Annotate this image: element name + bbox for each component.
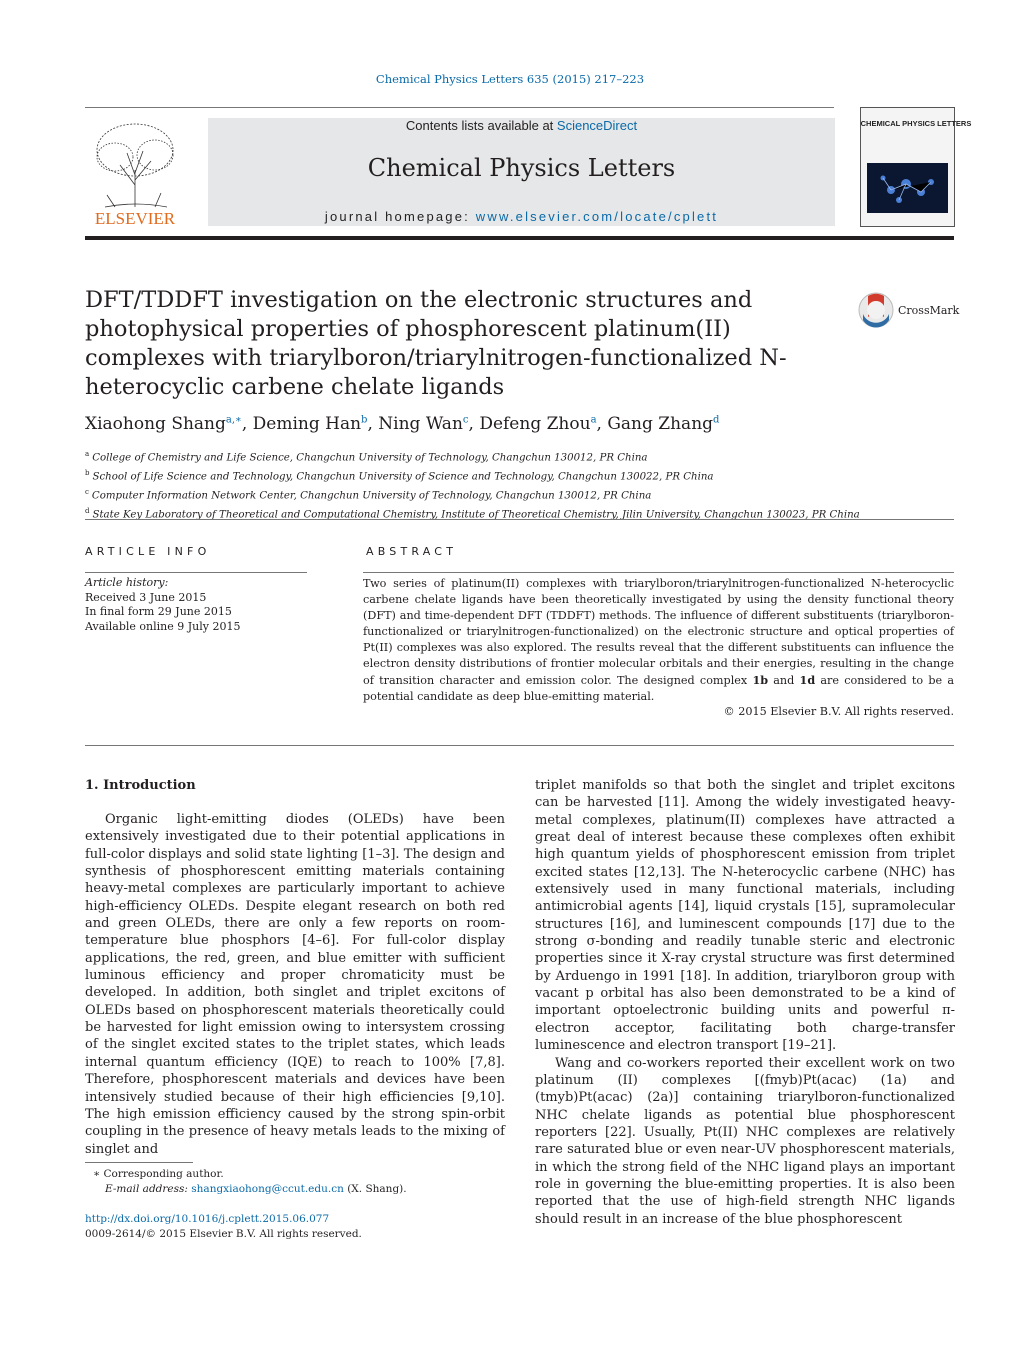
corresponding-author-footnote — [85, 1167, 505, 1197]
email-label: E-mail address: — [105, 1183, 192, 1195]
header-thick-rule — [85, 236, 954, 240]
contents-line — [208, 118, 835, 133]
compound-label: 1d — [799, 673, 816, 687]
author-name: Defeng Zhou — [479, 414, 591, 434]
cover-art — [860, 108, 972, 226]
crossmark-label: CrossMark — [898, 304, 960, 317]
article-info-rule — [85, 572, 307, 573]
doi-block — [85, 1212, 505, 1242]
author-name: Deming Han — [252, 414, 362, 434]
intro-paragraph: Organic light-emitting diodes (OLEDs) have been extensively investigated due to their potential applications in full-color displays and solid state lighting [1–3]. The design and synthesis of phosphorescent emitting materials containing heavy-metal complexes are particularly important to achieve high-efficiency OLEDs. Despite elegant research on both red and green OLEDs, there are only a few reports on room-temperature blue phosphors [4–6]. For full-color display applications, the red, green, and blue emitter with sufficient luminous efficiency and proper chromaticity must be developed. In addition, both singlet and triplet excitons of OLEDs based on phosphorescent materials theoretically could be harvested for light emission owing to intersystem crossing of the singlet excited states to the triplet states, which leads internal quantum efficiency (IQE) to reach to 100% [7,8]. Therefore, phosphorescent materials and devices have been intensively studied because of their high efficiencies [9,10]. The high emission efficiency caused by the strong spin-orbit coupling in the presence of heavy metals leads to the mixing of singlet and — [85, 812, 505, 1157]
affiliation-item — [85, 466, 954, 485]
author-name: Ning Wan — [378, 414, 463, 434]
email-owner: (X. Shang). — [343, 1183, 407, 1195]
abstract-text-2: are considered to be a potential candidate as deep blue-emitting material. — [363, 674, 954, 703]
intro-paragraph: triplet manifolds so that both the singlet and triplet excitons can be harvested [11]. Among the widely investigated heavy-metal complexes, platinum(II) complexes have attracted a great deal of interest because these complexes often exhibit high quantum yields of phosphorescent emission from triplet excited states [12,13]. The N-heterocyclic carbene (NHC) has extensively used in many functional materials, including antimicrobial agents [14], liquid crystals [15], supramolecular structures [16], and luminescent compounds [17] due to the strong σ-bonding and readily tunable steric and electronic properties since it X-ray crystal structure was first determined by Arduengo in 1991 [18]. In addition, triarylboron group with vacant p orbital has also been demonstrated to be a kind of important optoelectronic building units and powerful π-electron acceptor, facilitating both charge-transfer luminescence and electron transport [19–21]. — [535, 778, 955, 1054]
revised-date: In final form 29 June 2015 — [85, 605, 232, 618]
homepage-line — [208, 209, 835, 224]
journal-reference[interactable]: Chemical Physics Letters 635 (2015) 217–223 — [375, 72, 645, 86]
affiliation-text: Computer Information Network Center, Changchun University of Technology, Changchun 130012, PR China — [91, 490, 652, 502]
journal-masthead — [208, 118, 835, 226]
online-date: Available online 9 July 2015 — [85, 619, 241, 633]
footnote-rule — [85, 1162, 193, 1163]
compound-label: 1b — [752, 673, 769, 687]
footnote-email-line — [85, 1182, 505, 1197]
body-column-left — [85, 811, 505, 1158]
affiliation-item — [85, 447, 954, 466]
author-affiliation-marker[interactable]: d — [713, 414, 720, 426]
abstract-body — [363, 576, 954, 705]
affiliation-item — [85, 485, 954, 504]
affiliation-marker: d — [85, 506, 90, 515]
article-title: DFT/TDDFT investigation on the electronic structures and photophysical properties of phosphorescent platinum(II) complexes with triarylboron/triarylnitrogen-functionalized N-heterocyclic carbene chelate ligands — [85, 287, 787, 400]
affiliation-text: School of Life Science and Technology, Changchun University of Science and Technology, Changchun 130022, PR China — [92, 471, 714, 483]
body-column-right — [535, 777, 955, 1228]
section-heading-introduction: 1. Introduction — [85, 778, 196, 793]
cover-title: CHEMICAL PHYSICS LETTERS — [860, 119, 972, 128]
author-affiliation-marker[interactable]: a — [590, 414, 597, 426]
homepage-link[interactable]: www.elsevier.com/locate/cplett — [475, 209, 719, 224]
abstract-text-1: Two series of platinum(II) complexes with triarylboron/triarylnitrogen-functionalized N-heterocyclic carbene chelate ligands have been theoretically investigated by using the density functional theory (DFT) and time-dependent DFT (TDDFT) methods. The influence of different substituents (triarylboron-functionalized or triarylnitrogen-functionalized) on the electronic structure and optical properties of Pt(II) complexes was also explored. The results reveal that the different substituents can influence the electron density distributions of frontier molecular orbitals and their energies, resulting in the change of transition character and emission color. The designed complex — [363, 577, 954, 687]
abstract-copyright: © 2015 Elsevier B.V. All rights reserved. — [723, 705, 954, 718]
received-date: Received 3 June 2015 — [85, 590, 207, 604]
author-affiliation-marker[interactable]: a,∗ — [225, 414, 242, 426]
affiliation-list — [85, 447, 954, 523]
abstract-conjunction: and — [768, 674, 800, 687]
elsevier-logo — [85, 115, 185, 228]
journal-cover[interactable] — [860, 107, 972, 227]
history-heading: Article history: — [85, 576, 169, 589]
abstract-bottom-rule — [85, 745, 954, 746]
affiliation-text: State Key Laboratory of Theoretical and Computational Chemistry, Institute of Theoretical Chemistry, Jilin University, Changchun 130023, PR China — [92, 509, 860, 521]
author-list: Xiaohong Shang$^{a,∗}$, Deming Han$^b$, Ning Wan$^c$, Defeng Zhou$^a$, Gang Zhang$^d$ — [85, 414, 720, 434]
article-info-label: ARTICLE INFO — [85, 545, 211, 558]
crossmark-badge[interactable] — [858, 290, 960, 330]
footnote-star: ∗ Corresponding author. — [93, 1168, 224, 1180]
homepage-prefix: journal homepage: — [324, 209, 476, 224]
abstract-rule — [363, 572, 954, 573]
affiliation-marker: c — [85, 487, 89, 496]
affiliation-divider — [85, 519, 954, 520]
author-name: Gang Zhang — [607, 414, 714, 434]
journal-title: Chemical Physics Letters — [367, 154, 676, 182]
sciencedirect-link[interactable]: ScienceDirect — [556, 118, 638, 133]
author-name: Xiaohong Shang — [85, 414, 226, 434]
affiliation-marker: b — [85, 468, 90, 477]
issn-line: 0009-2614/© 2015 Elsevier B.V. All rights reserved. — [85, 1228, 362, 1240]
doi-link[interactable]: http://dx.doi.org/10.1016/j.cplett.2015.06.077 — [85, 1213, 330, 1225]
email-link[interactable]: shangxiaohong@ccut.edu.cn — [191, 1183, 344, 1195]
abstract-label: ABSTRACT — [366, 545, 458, 558]
affiliation-text: College of Chemistry and Life Science, Changchun University of Technology, Changchun 130012, PR China — [92, 452, 648, 464]
affiliation-marker: a — [85, 450, 90, 458]
contents-prefix: Contents lists available at — [405, 118, 557, 133]
author-affiliation-marker[interactable]: b — [361, 414, 368, 426]
article-history — [85, 576, 307, 634]
elsevier-wordmark: ELSEVIER — [94, 209, 176, 228]
author-affiliation-marker[interactable]: c — [462, 414, 469, 426]
crossmark-icon — [858, 290, 960, 330]
header-divider — [85, 107, 834, 108]
intro-paragraph: Wang and co-workers reported their excellent work on two platinum (II) complexes [(fmyb)Pt(acac) (1a) and (tmyb)Pt(acac) (2a)] containing triarylboron-functionalized NHC chelate ligands as potential blue phosphorescent reporters [22]. Usually, Pt(II) NHC complexes are relatively rare saturated blue or even near-UV phosphorescent materials, in which the strong field of the NHC ligand plays an important role in governing the blue-emitting properties. It is also been reported that the use of high-field strength NHC ligands should result in an increase of the blue phosphorescent — [535, 1055, 955, 1227]
